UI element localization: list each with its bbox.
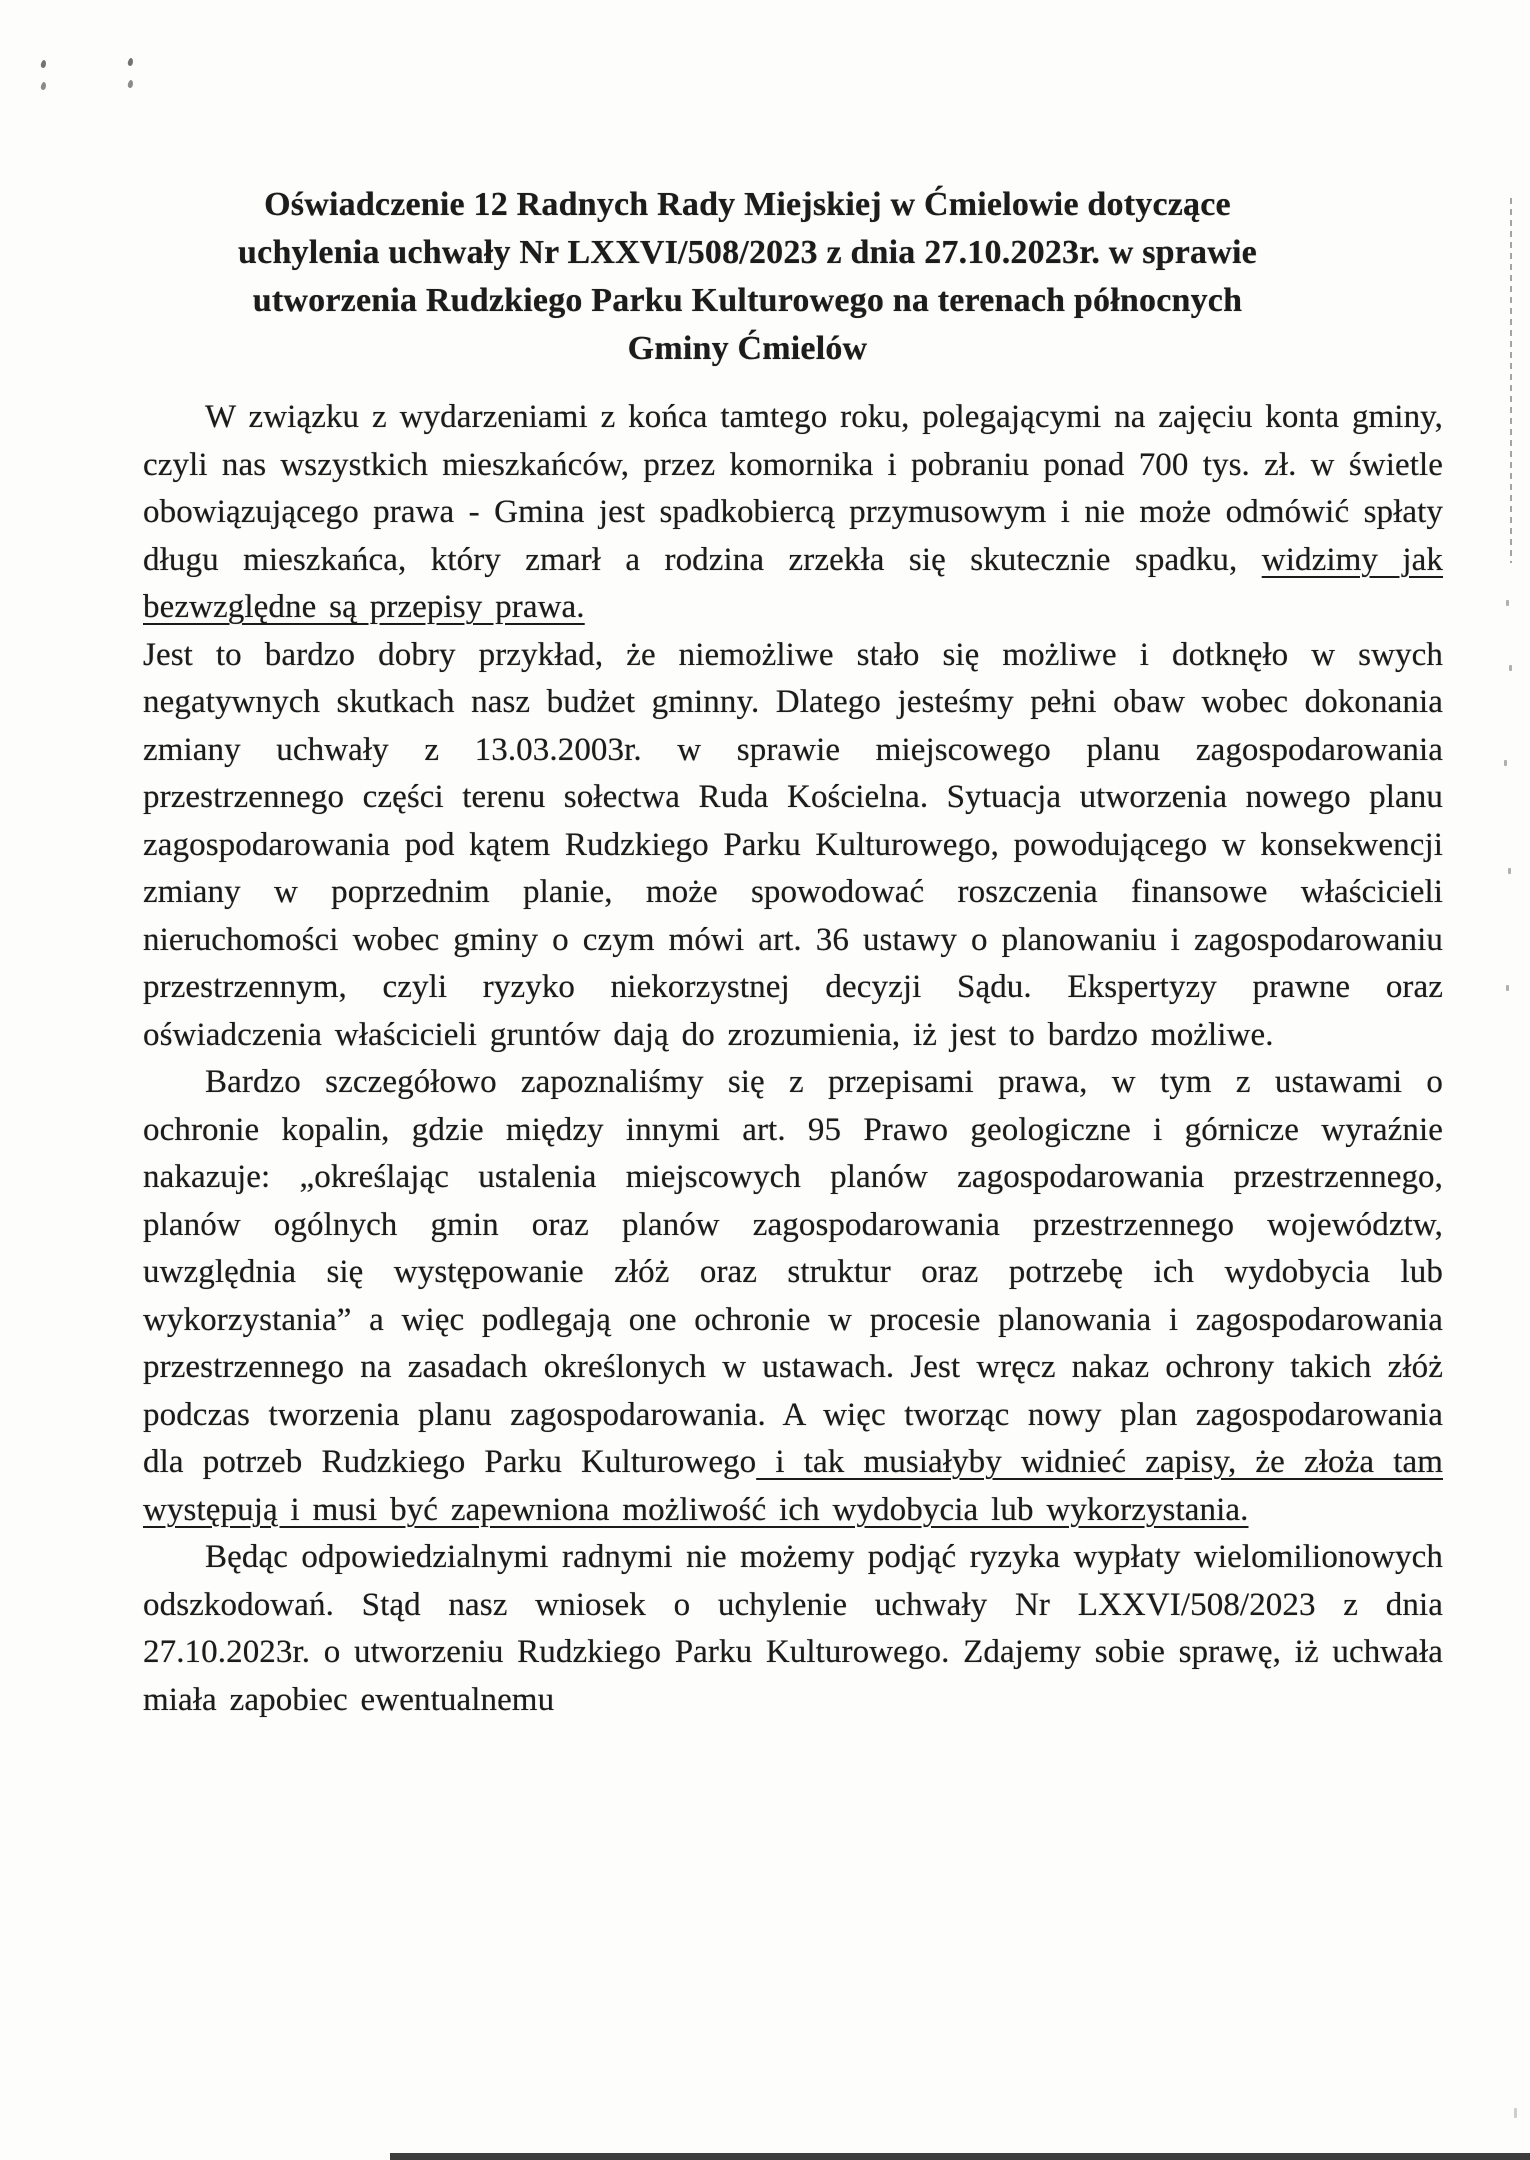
scan-artifact-speck <box>1504 760 1507 766</box>
scan-artifact-mark <box>127 58 133 92</box>
paragraph <box>143 632 1443 1060</box>
paragraph <box>143 1534 1443 1724</box>
paragraph-text: Będąc odpowiedzialnymi radnymi nie możemy podjąć ryzyka wypłaty wielomilionowych odszkodowań. Stąd nasz wniosek o uchylenie uchwały Nr LXXVI/508/2023 z dnia 27.10.2023r. o utworzeniu Rudzkiego Parku Kulturowego. Zdajemy sobie sprawę, iż uchwała miała zapobiec ewentualnemu <box>143 1539 1443 1718</box>
paragraph-text-underlined: widzimy jak bezwzględne są przepisy prawa. <box>143 541 1444 625</box>
scan-artifact-speck <box>1509 665 1512 671</box>
scan-artifact-bottom-bar <box>390 2153 1530 2160</box>
scan-artifact-right-edge-line <box>1510 198 1512 563</box>
document-title <box>145 181 1350 373</box>
scan-artifact-mark <box>40 60 46 94</box>
paragraph-text: Bardzo szczegółowo zapoznaliśmy się z przepisami prawa, w tym z ustawami o ochronie kopalin, gdzie między innymi art. 95 Prawo geologiczne i górnicze wyraźnie nakazuje: „określając ustalenia miejscowych planów zagospodarowania przestrzennego, planów ogólnych gmin oraz planów zagospodarowania przestrzennego województw, uwzględnia się występowanie złóż oraz struktur oraz potrzebę ich wydobycia lub wykorzystania” a więc podlegają one ochronie w procesie planowania i zagospodarowania przestrzennego na zasadach określonych w ustawach. Jest wręcz nakaz ochrony takich złóż podczas tworzenia planu zagospodarowania. A więc tworząc nowy plan zagospodarowania dla potrzeb Rudzkiego Parku Kulturowego <box>143 1064 1443 1480</box>
document-body <box>143 394 1443 1724</box>
paragraph <box>143 1059 1443 1534</box>
document-title-line: uchylenia uchwały Nr LXXVI/508/2023 z dnia 27.10.2023r. w sprawie <box>238 234 1257 271</box>
paragraph <box>143 394 1443 632</box>
scan-artifact-speck <box>1506 600 1509 606</box>
paragraph-text: W związku z wydarzeniami z końca tamtego roku, polegającymi na zajęciu konta gminy, czyli nas wszystkich mieszkańców, przez komornika i pobraniu ponad 700 tys. zł. w świetle obowiązującego prawa - Gmina jest spadkobiercą przymusowym i nie może odmówić spłaty długu mieszkańca, który zmarł a rodzina zrzekła się skutecznie spadku, <box>143 399 1443 578</box>
scan-artifact-speck <box>1514 2108 1517 2118</box>
document-title-line: utworzenia Rudzkiego Parku Kulturowego na terenach północnych <box>252 282 1243 319</box>
document-title-line: Oświadczenie 12 Radnych Rady Miejskiej w Ćmielowie dotyczące <box>264 186 1231 223</box>
paragraph-text: Jest to bardzo dobry przykład, że niemożliwe stało się możliwe i dotknęło w swych negatywnych skutkach nasz budżet gminny. Dlatego jesteśmy pełni obaw wobec dokonania zmiany uchwały z 13.03.2003r. w sprawie miejscowego planu zagospodarowania przestrzennego części terenu sołectwa Ruda Kościelna. Sytuacja utworzenia nowego planu zagospodarowania pod kątem Rudzkiego Parku Kulturowego, powodującego w konsekwencji zmiany w poprzednim planie, może spowodować roszczenia finansowe właścicieli nieruchomości wobec gminy o czym mówi art. 36 ustawy o planowaniu i zagospodarowaniu przestrzennym, czyli ryzyko niekorzystnej decyzji Sądu. Ekspertyzy prawne oraz oświadczenia właścicieli gruntów dają do zrozumienia, iż jest to bardzo możliwe. <box>143 636 1443 1053</box>
scan-artifact-speck <box>1508 868 1511 874</box>
document-title-line: Gminy Ćmielów <box>627 330 868 367</box>
scan-artifact-speck <box>1506 985 1509 991</box>
paragraph-text-underlined: i tak musiałyby widnieć zapisy, że złoża tam występują i musi być zapewniona możliwość ich wydobycia lub wykorzystania. <box>143 1444 1443 1528</box>
